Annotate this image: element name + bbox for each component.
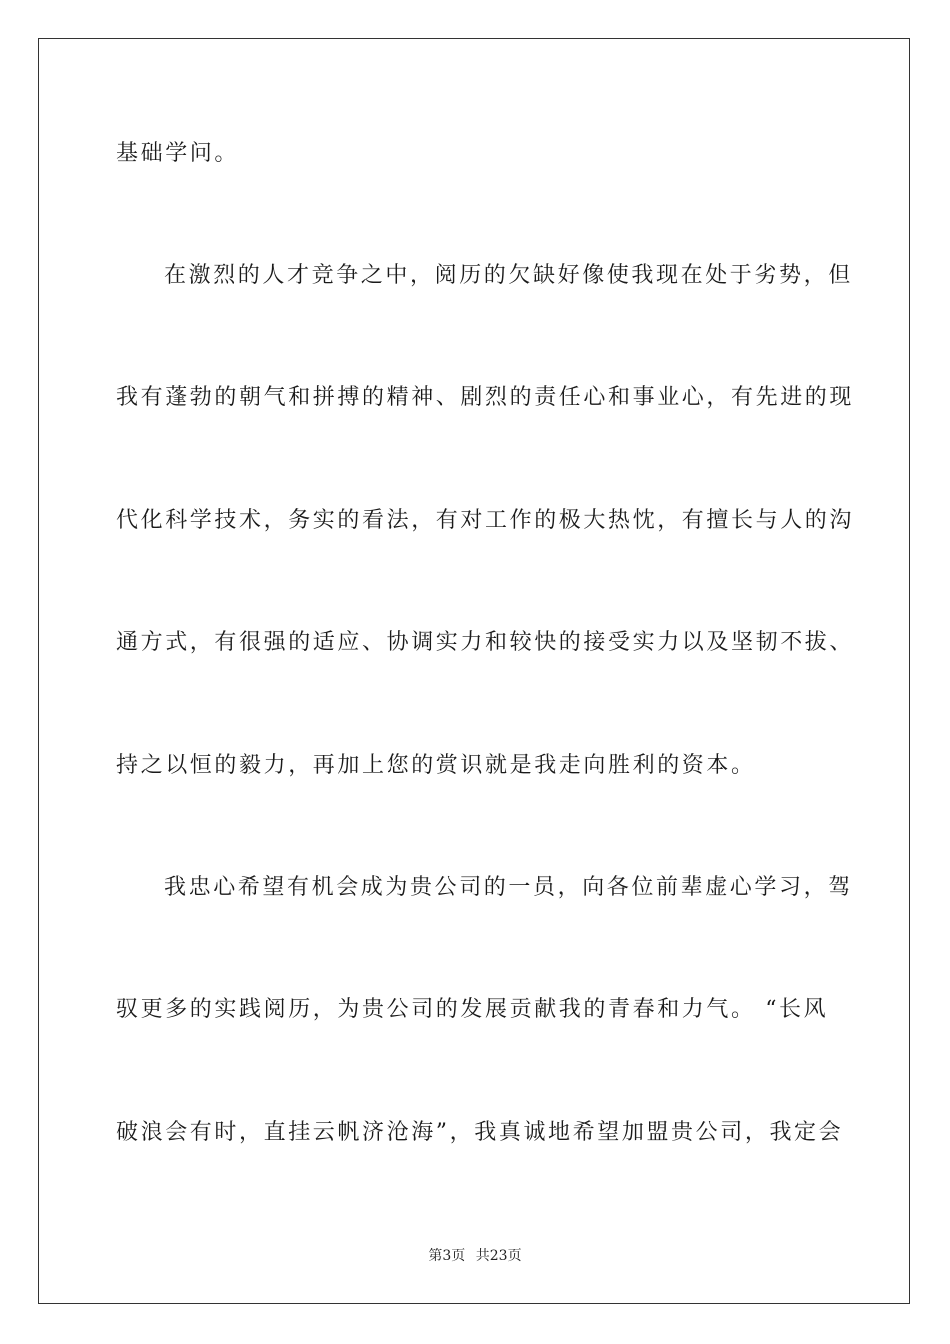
page-footer (0, 1246, 950, 1266)
paragraph-line: 持之以恒的毅力，再加上您的赏识就是我走向胜利的资本。 (116, 753, 756, 778)
paragraph-line: 通方式，有很强的适应、协调实力和较快的接受实力以及坚韧不拔、 (116, 630, 855, 655)
paragraph-line: 基础学问。 (116, 141, 240, 166)
page-total: 共23页 (475, 1248, 522, 1264)
page-number: 第3页 (428, 1248, 466, 1264)
paragraph-line: 驭更多的实践阅历，为贵公司的发展贡献我的青春和力气。 “长风 (116, 997, 829, 1022)
paragraph-line: 在激烈的人才竞争之中，阅历的欠缺好像使我现在处于劣势，但 (164, 263, 853, 288)
paragraph-line: 我忠心希望有机会成为贵公司的一员，向各位前辈虚心学习，驾 (164, 875, 853, 900)
paragraph-line: 我有蓬勃的朝气和拼搏的精神、剧烈的责任心和事业心，有先进的现 (116, 385, 855, 410)
paragraph-line: 代化科学技术，务实的看法，有对工作的极大热忱，有擅长与人的沟 (116, 508, 855, 533)
paragraph-line: 破浪会有时，直挂云帆济沧海”，我真诚地希望加盟贵公司，我定会 (116, 1120, 844, 1145)
page-border (38, 38, 910, 1304)
